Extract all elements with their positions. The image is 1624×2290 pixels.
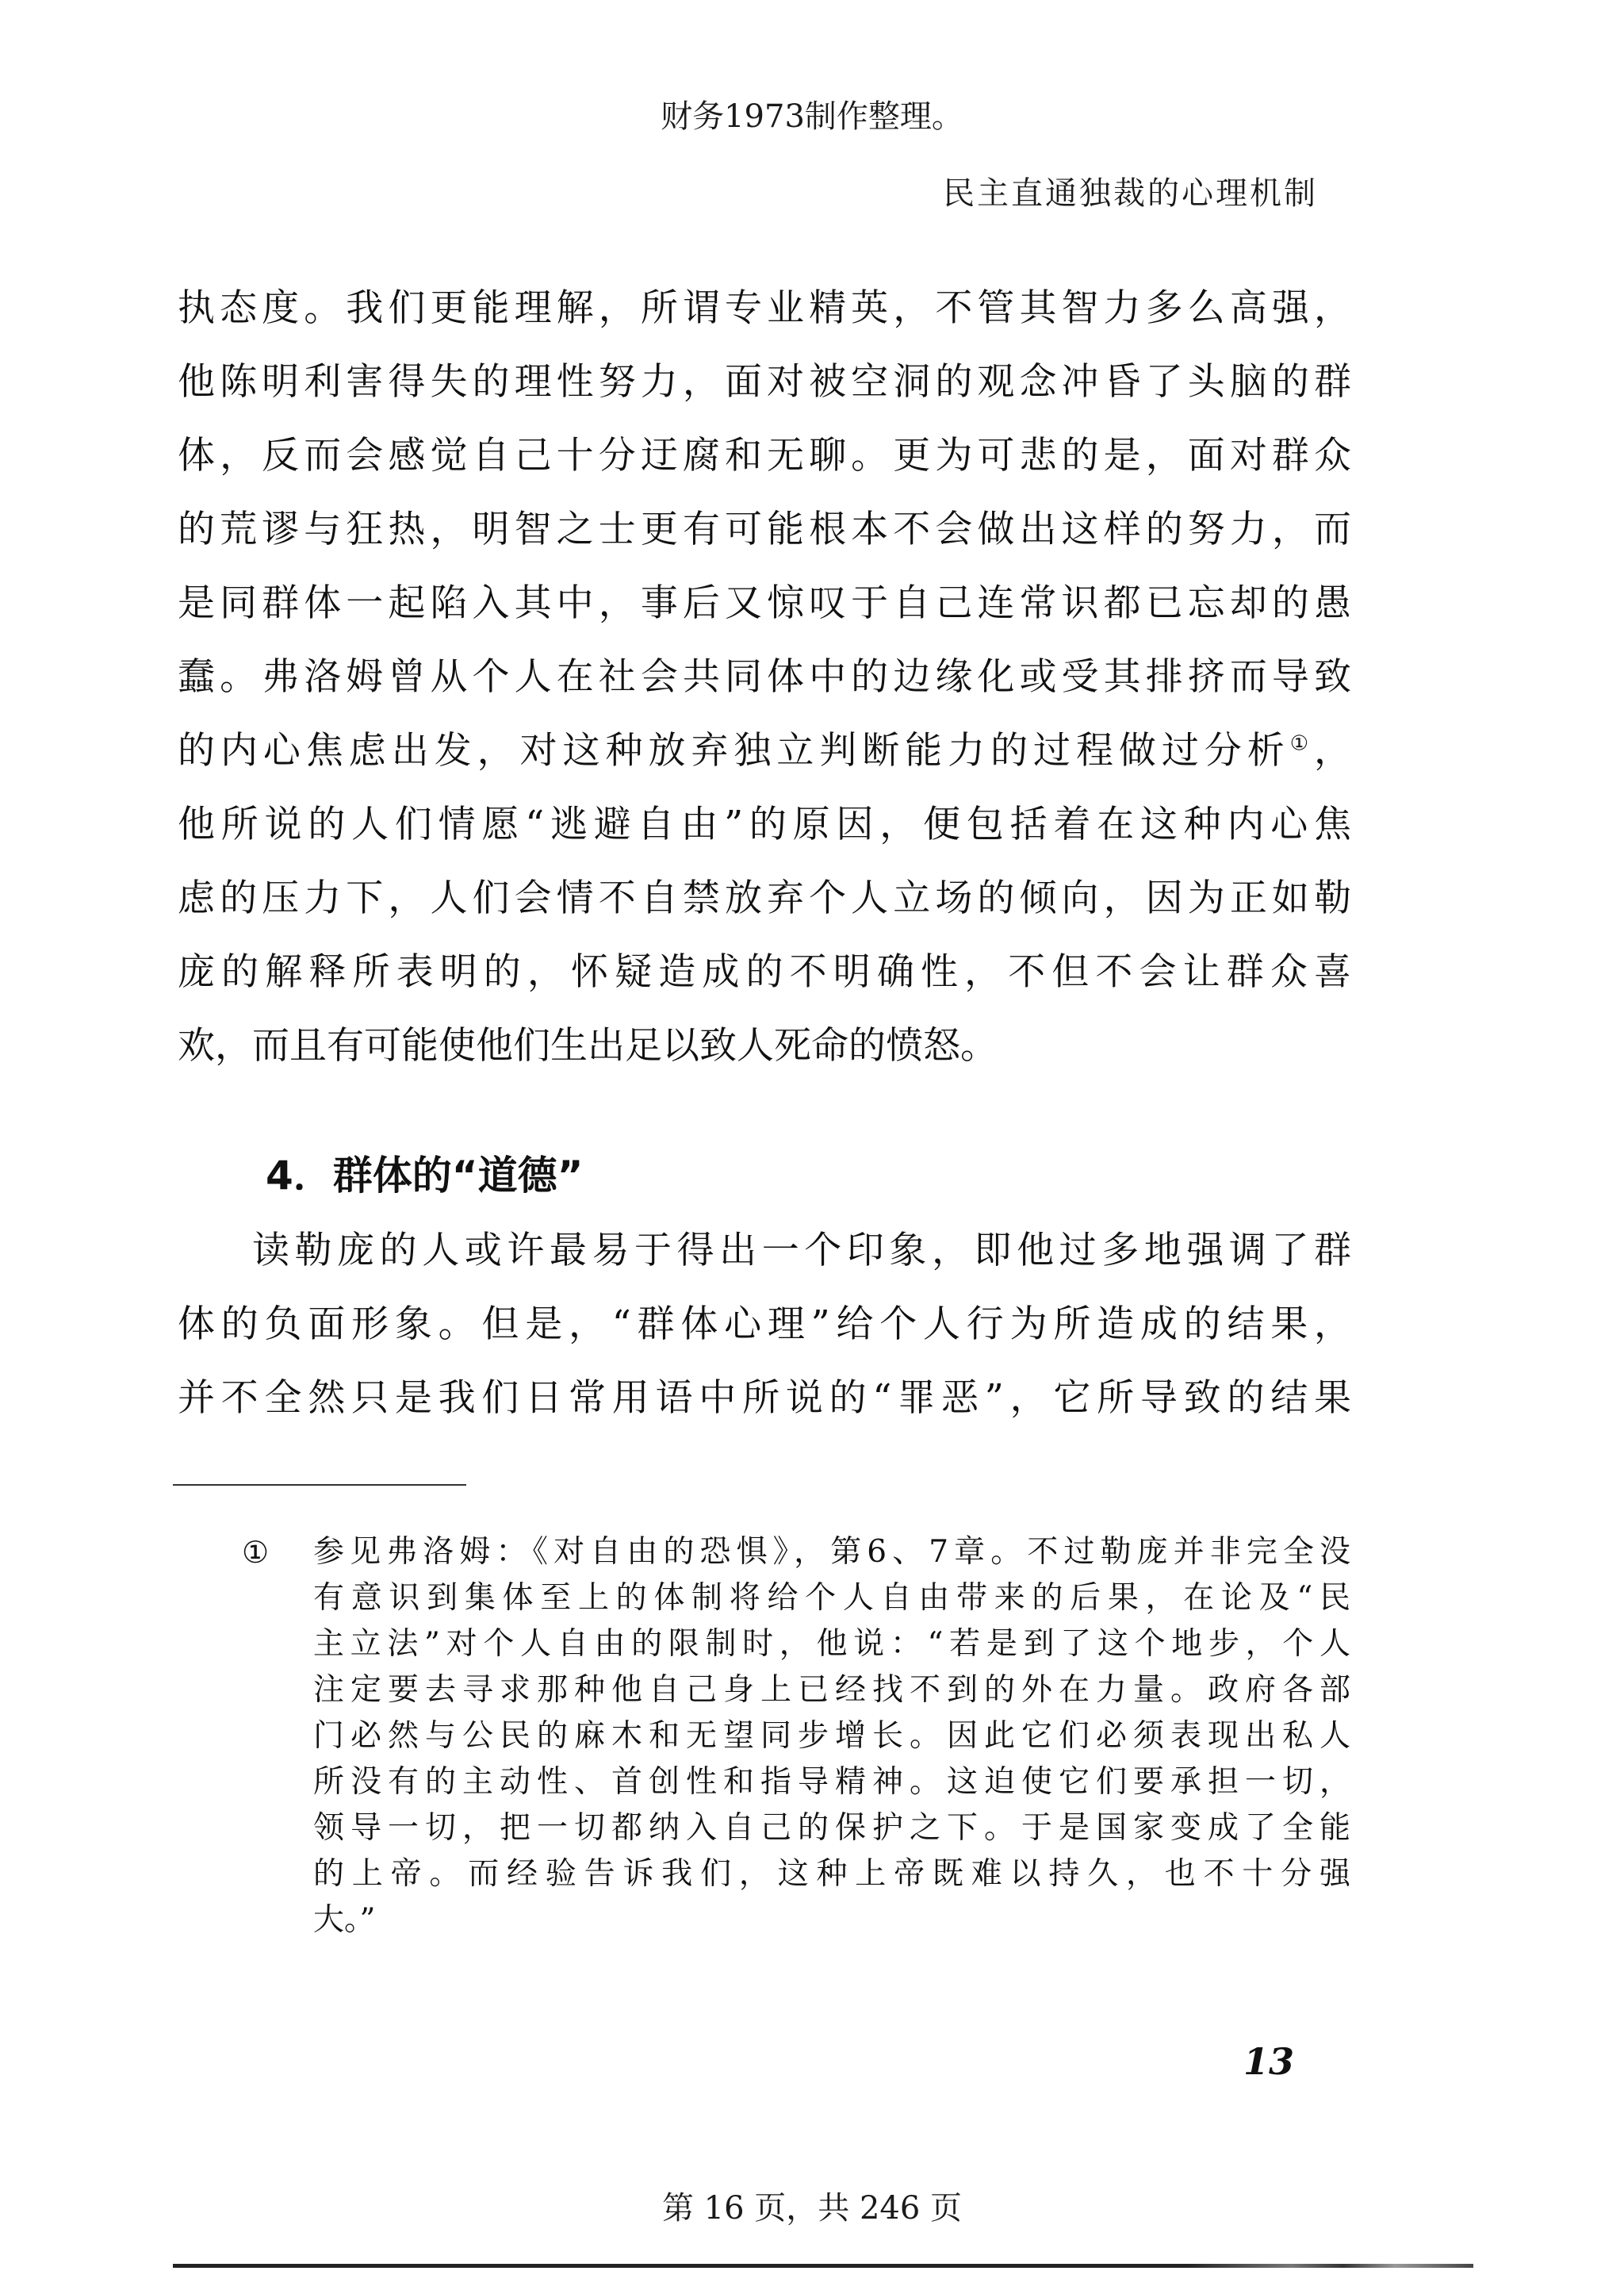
- footnote-line: 所没有的主动性、首创性和指导精神。这迫使它们要承担一切，: [313, 1764, 1350, 1800]
- footnote-divider: [173, 1484, 466, 1486]
- text-line: 虑的压力下，人们会情不自禁放弃个人立场的倾向，因为正如勒: [178, 876, 1351, 920]
- body-paragraph-2: [178, 1214, 1351, 1435]
- footnote-reference[interactable]: ①: [1289, 731, 1314, 756]
- text-line: 体，反而会感觉自己十分迂腐和无聊。更为可悲的是，面对群众: [178, 434, 1351, 478]
- running-header: 民主直通独裁的心理机制: [943, 175, 1318, 212]
- text-line: 的荒谬与狂热，明智之士更有可能根本不会做出这样的努力，而: [178, 508, 1351, 551]
- footnote-line: 大。”: [313, 1902, 376, 1938]
- top-watermark-note: 财务1973制作整理。: [661, 98, 963, 135]
- footnote-line: 领导一切，把一切都纳入自己的保护之下。于是国家变成了全能: [313, 1810, 1350, 1846]
- footnote-line: 门必然与公民的麻木和无望同步增长。因此它们必须表现出私人: [313, 1718, 1350, 1754]
- footnote-body: [313, 1529, 1350, 1943]
- text-line: 庞的解释所表明的，怀疑造成的不明确性，不但不会让群众喜: [178, 950, 1351, 994]
- text-line-trailing-punct: ，: [1314, 729, 1351, 773]
- footnote-line: 注定要去寻求那种他自己身上已经找不到的外在力量。政府各部: [313, 1672, 1350, 1708]
- text-line: 执态度。我们更能理解，所谓专业精英，不管其智力多么高强，: [178, 286, 1351, 330]
- section-heading: 4．群体的“道德”: [266, 1153, 584, 1199]
- text-line: 欢，而且有可能使他们生出足以致人死命的愤怒。: [178, 1024, 998, 1068]
- text-line: 他陈明利害得失的理性努力，面对被空洞的观念冲昏了头脑的群: [178, 360, 1351, 404]
- text-line-content: 的内心焦虑出发，对这种放弃独立判断能力的过程做过分析: [178, 729, 1290, 773]
- printed-page-number: 13: [1243, 2040, 1295, 2083]
- pdf-page-counter: 第 16 页，共 246 页: [661, 2190, 963, 2227]
- text-line: 蠢。弗洛姆曾从个人在社会共同体中的边缘化或受其排挤而导致: [178, 655, 1351, 699]
- footnote-line: 主立法”对个人自由的限制时，他说：“若是到了这个地步，个人: [313, 1626, 1350, 1662]
- text-line: 他所说的人们情愿“逃避自由”的原因，便包括着在这种内心焦: [178, 803, 1351, 846]
- footnote-line: 的上帝。而经验告诉我们，这种上帝既难以持久，也不十分强: [313, 1856, 1350, 1892]
- text-line-with-footnote-ref: [178, 714, 1351, 788]
- text-line: 并不全然只是我们日常用语中所说的“罪恶”，它所导致的结果: [178, 1376, 1351, 1420]
- scan-edge-line: [173, 2264, 1473, 2268]
- footnote-line: 有意识到集体至上的体制将给个人自由带来的后果，在论及“民: [313, 1580, 1350, 1616]
- footnote-line: 参见弗洛姆：《对自由的恐惧》，第6、7章。不过勒庞并非完全没: [313, 1534, 1350, 1570]
- text-line: 读勒庞的人或许最易于得出一个印象，即他过多地强调了群: [252, 1229, 1351, 1272]
- text-line: 是同群体一起陷入其中，事后又惊叹于自己连常识都已忘却的愚: [178, 581, 1351, 625]
- text-line: 体的负面形象。但是，“群体心理”给个人行为所造成的结果，: [178, 1302, 1351, 1346]
- footnote-marker: ①: [242, 1535, 270, 1570]
- body-paragraph-1: [178, 271, 1351, 1083]
